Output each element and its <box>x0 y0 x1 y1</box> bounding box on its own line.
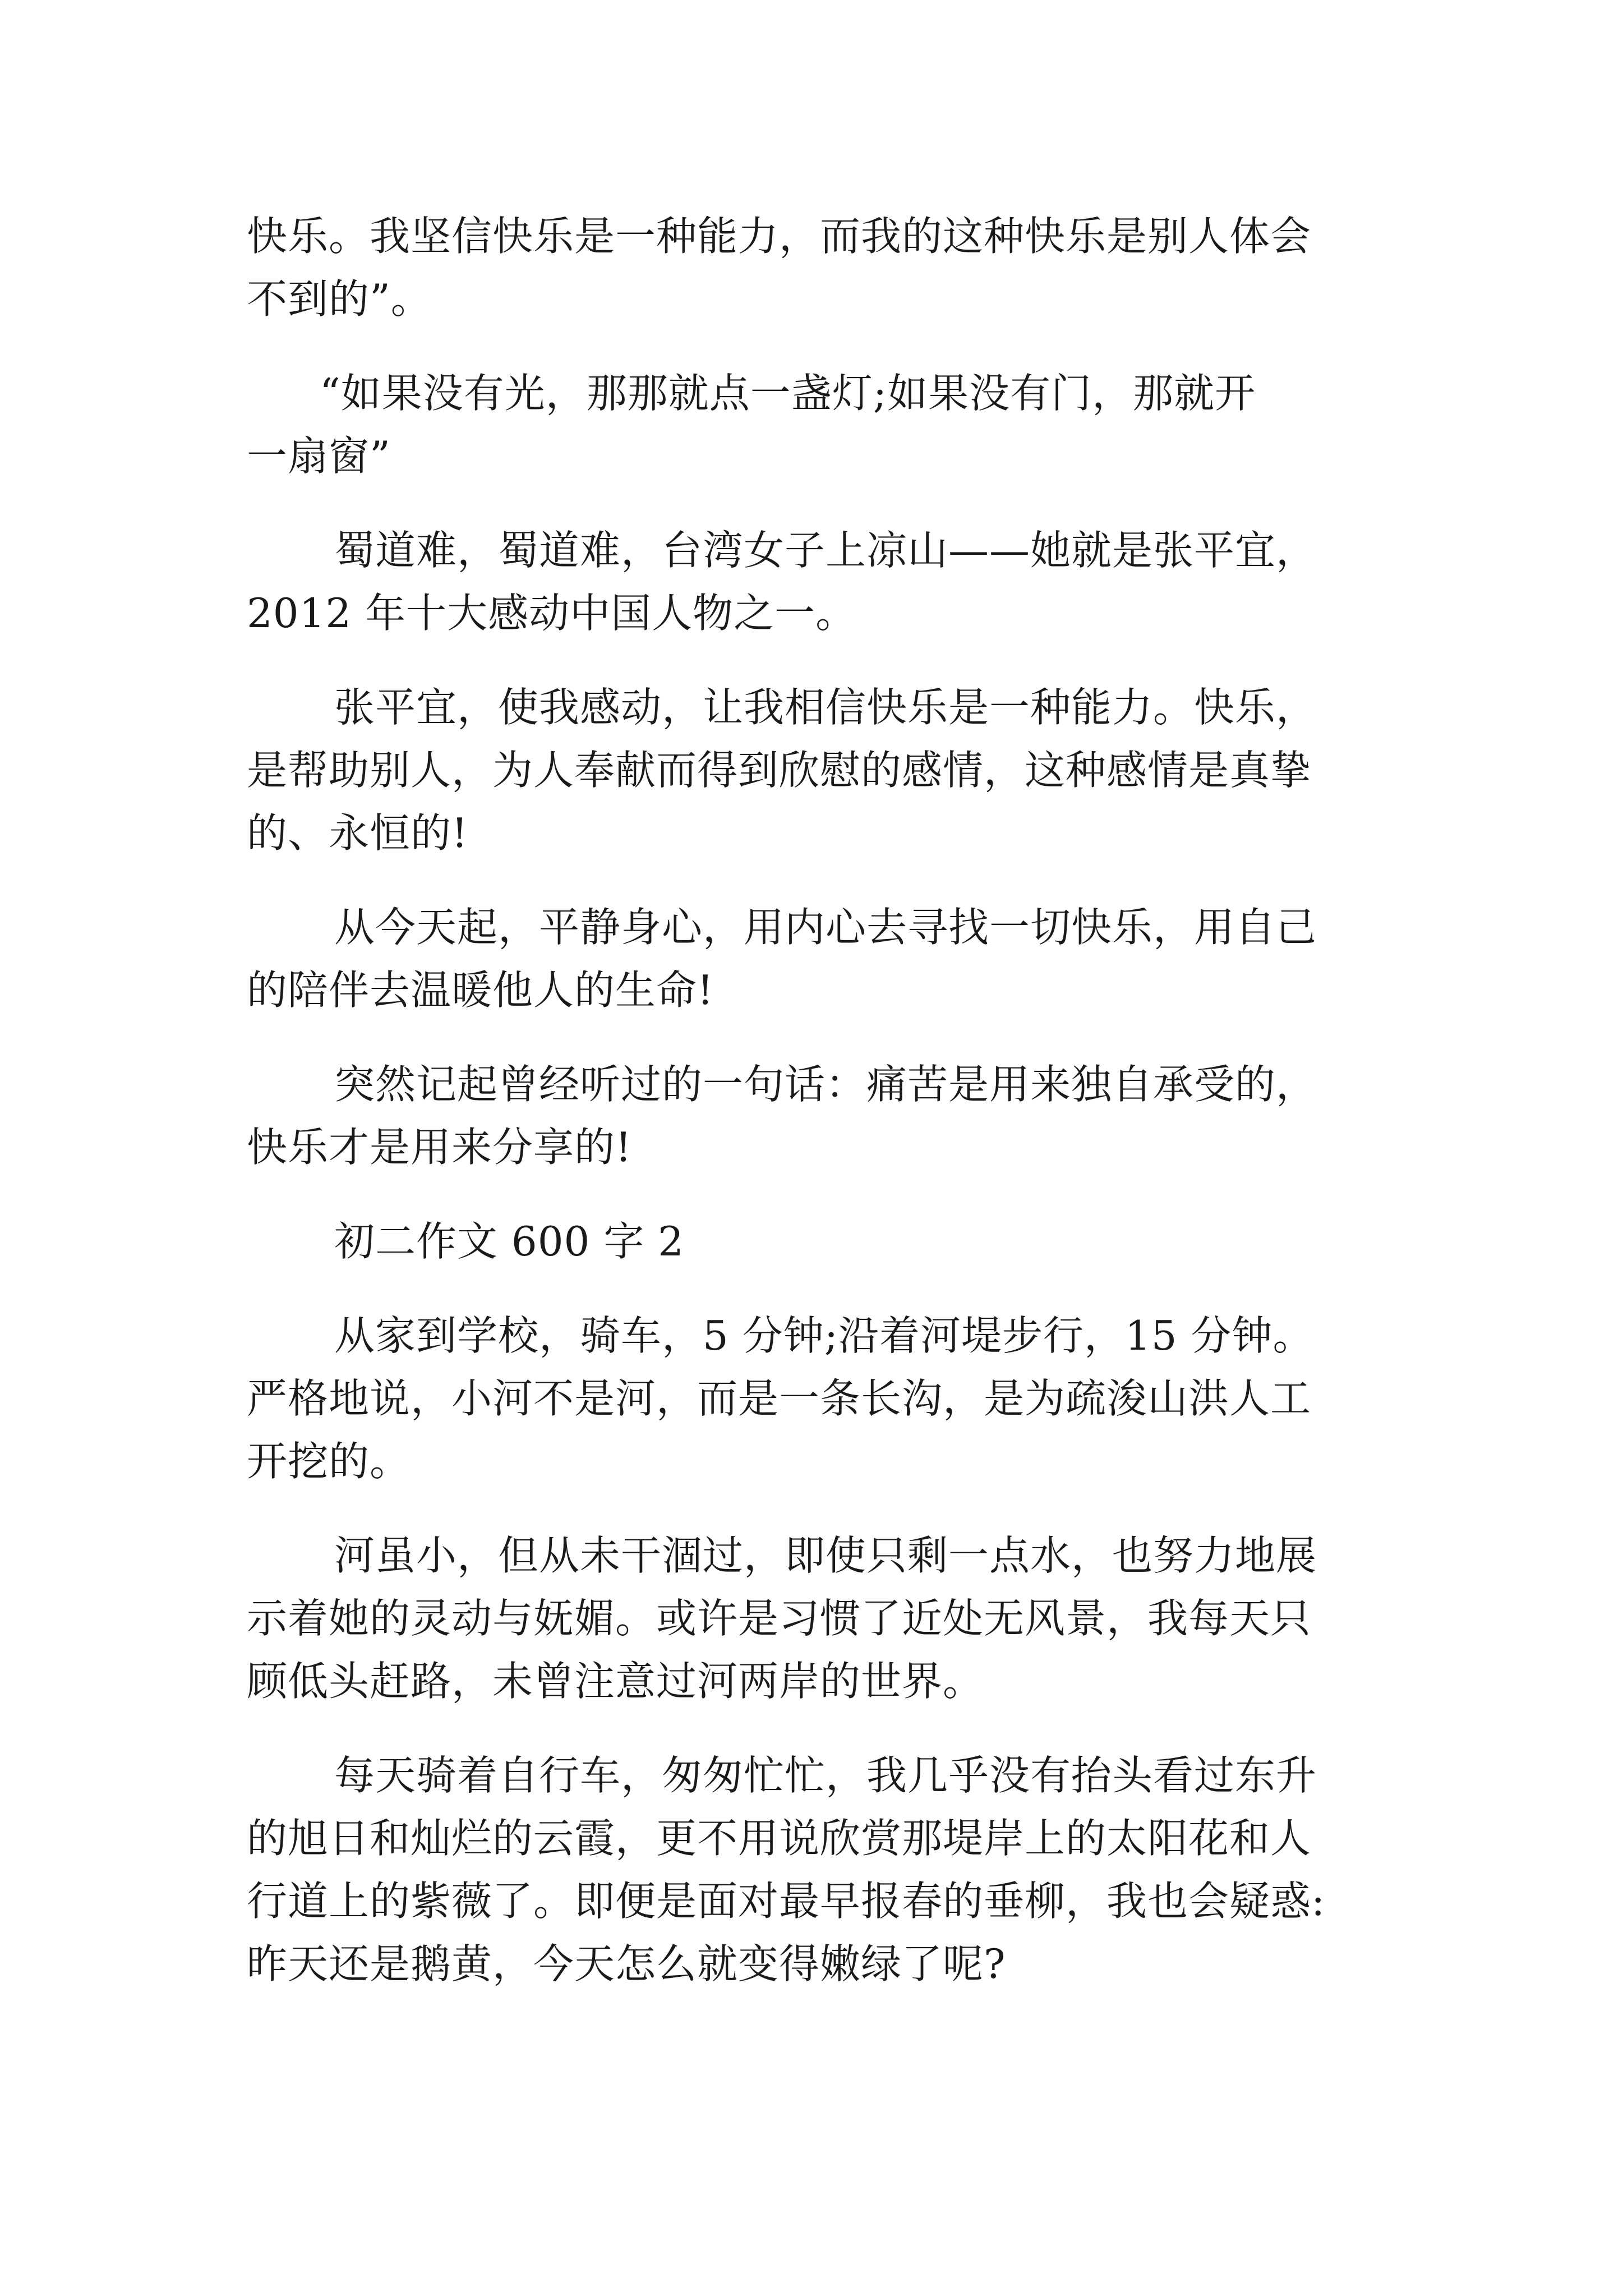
text-line: 从家到学校，骑车，5 分钟;沿着河堤步行，15 分钟。 <box>334 1312 1314 1359</box>
text-line: 开挖的。 <box>247 1438 411 1485</box>
text-line: 每天骑着自行车，匆匆忙忙，我几乎没有抬头看过东升 <box>334 1752 1317 1799</box>
document-body <box>247 205 1385 1995</box>
text-line: 示着她的灵动与妩媚。或许是习惯了近处无风景，我每天只 <box>247 1595 1312 1642</box>
text-line: 张平宜，使我感动，让我相信快乐是一种能力。快乐， <box>334 684 1317 731</box>
text-line: 不到的”。 <box>247 275 432 323</box>
text-line: 一扇窗” <box>247 432 391 480</box>
text-line: “如果没有光，那那就点一盏灯;如果没有门，那就开 <box>320 370 1256 417</box>
text-line: 严格地说，小河不是河，而是一条长沟，是为疏浚山洪人工 <box>247 1375 1312 1422</box>
text-line: 突然记起曾经听过的一句话：痛苦是用来独自承受的， <box>334 1061 1317 1108</box>
text-line: 的、永恒的! <box>247 809 468 857</box>
section-heading: 初二作文 600 字 2 <box>334 1218 684 1265</box>
text-line: 河虽小，但从未干涸过，即使只剩一点水，也努力地展 <box>334 1532 1317 1579</box>
text-line: 行道上的紫薇了。即便是面对最早报春的垂柳，我也会疑惑: <box>247 1878 1326 1925</box>
text-line: 的旭日和灿烂的云霞，更不用说欣赏那堤岸上的太阳花和人 <box>247 1815 1312 1862</box>
text-line: 快乐。我坚信快乐是一种能力，而我的这种快乐是别人体会 <box>247 213 1312 260</box>
text-line: 蜀道难，蜀道难，台湾女子上凉山——她就是张平宜， <box>334 527 1317 574</box>
text-line: 快乐才是用来分享的! <box>247 1124 632 1171</box>
text-line: 的陪伴去温暖他人的生命! <box>247 967 714 1014</box>
text-line: 昨天还是鹅黄，今天怎么就变得嫩绿了呢? <box>247 1940 1006 1987</box>
text-line: 顾低头赶路，未曾注意过河两岸的世界。 <box>247 1658 984 1705</box>
text-line: 是帮助别人，为人奉献而得到欣慰的感情，这种感情是真挚 <box>247 747 1312 794</box>
text-line: 从今天起，平静身心，用内心去寻找一切快乐，用自己 <box>334 904 1317 951</box>
text-line: 2012 年十大感动中国人物之一。 <box>247 590 857 637</box>
